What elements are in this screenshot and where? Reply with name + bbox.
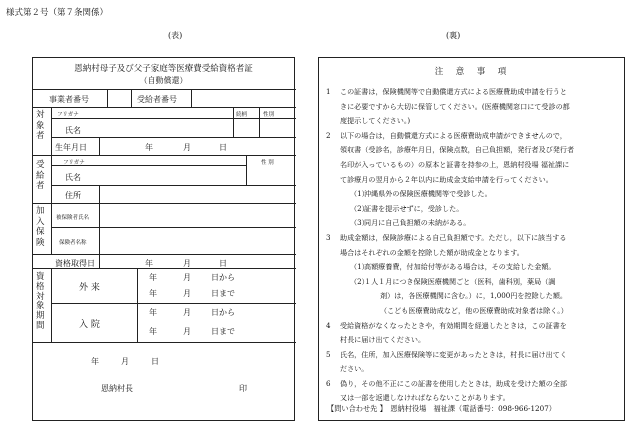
note-item-4: 4 受給資格がなくなったときや，有効期間を経過したときは，この証書を 村長に届け出てください。 [326,320,567,345]
note-number: 3 [326,232,331,242]
eligibility-period-vertical: 資 格 対 象 期 間 [36,272,45,331]
gender2-label: 性 別 [261,160,274,166]
issue-day: 日 [151,357,159,366]
in-to-day: 日まで [211,327,235,336]
rule [51,227,296,228]
form-number: 様式第２号（第７条関係） [6,8,109,18]
in-from-month: 月 [183,308,191,317]
note-number: 1 [326,87,331,96]
seal-mark: 印 [239,384,247,393]
relationship-label: 続柄 [236,112,248,118]
gender-label: 性別 [263,112,275,118]
rule [51,303,296,304]
note-subitem-continued: （こども医療費助成など，他の医療費助成対象者は除く。） [380,305,568,315]
rule [51,203,52,254]
insured-name-label: 被保険者氏名 [56,215,90,221]
rule [51,155,52,203]
rule [99,203,100,254]
in-to-year: 年 [149,327,157,336]
notes-body [326,85,622,406]
outpatient-label: 外 来 [79,283,100,293]
recipient-number-label: 受給者番号 [137,95,177,104]
furigana2-label: フリガナ [63,160,85,166]
note-number: 5 [326,349,331,359]
out-to-day: 日まで [211,289,235,298]
notes-panel [318,57,625,421]
rule [33,107,296,108]
out-to-year: 年 [149,289,157,298]
rule [51,185,296,186]
target-person-vertical: 対 象 者 [36,110,45,142]
note-item-5: 5 氏名，住所，加入医療保険等に変更があったときは，村長に届け出てく ださい。 [326,349,567,374]
rule [191,89,192,107]
rule [107,89,108,107]
note-number: 6 [326,378,331,388]
recipient-vertical: 受 給 者 [36,160,45,192]
certificate-subtitle: （自動償還） [139,76,188,85]
note-subitem: （1） 沖縄県外の保険医療機関等で受診した。 [350,189,492,199]
out-to-month: 月 [183,289,191,298]
rule [51,165,246,166]
insurer-name-label: 保険者名称 [59,240,87,246]
address-label: 住所 [65,191,81,200]
contact-info: 【問い合わせ先 】 恩納村役場 福祉課（電話番号：098-966-1207） [327,404,556,413]
note-subitem: （1） 高額療養費，付加給付等がある場合は，その支給した金額。 [350,262,556,272]
in-from-day: 日から [211,308,235,317]
insurance-vertical: 加 入 保 険 [36,206,45,248]
rule [33,155,296,156]
name-label: 氏名 [65,126,81,135]
rule [51,107,52,155]
rule [51,137,296,138]
furigana-label: フリガナ [57,112,79,118]
rule [33,342,296,343]
rule [51,268,52,342]
out-from-month: 月 [183,273,191,282]
acq-day: 日 [219,259,227,268]
rule [259,107,260,137]
rule [33,203,296,204]
birth-year: 年 [145,143,153,152]
front-side-label: (表) [168,31,183,40]
birth-month: 月 [183,143,191,152]
out-from-year: 年 [149,273,157,282]
acquisition-date-label: 資格取得日 [55,259,95,268]
acq-month: 月 [183,259,191,268]
rule [246,155,247,185]
birthdate-label: 生年月日 [55,143,87,152]
note-subitem: （2） １人１月につき保険医療機関ごと（医科，歯科別，薬局（調 [350,276,556,286]
issue-year: 年 [91,357,99,366]
note-item-6: 6 偽り，その他不正にこの証書を使用したときは，助成を受けた額の全部 又は一部を返還しなければならないことがあります。 [326,378,567,403]
name2-label: 氏名 [65,173,81,182]
rule [99,185,100,203]
issuer-name: 恩納村長 [101,384,133,393]
back-side-label: (裏) [446,31,461,40]
in-to-month: 月 [183,327,191,336]
rule [131,89,132,107]
rule [99,137,100,155]
certificate-card [32,57,295,421]
note-number: 4 [326,320,331,330]
business-number-label: 事業者番号 [49,95,89,104]
rule [33,268,296,269]
note-subitem-continued: 剤）は，各医療機関に含む。）に，1,000円を控除した額。 [380,291,568,301]
rule [137,268,138,342]
in-from-year: 年 [149,308,157,317]
out-from-day: 日から [211,273,235,282]
issue-month: 月 [121,357,129,366]
inpatient-label: 入 院 [79,320,100,330]
note-subitem: （3） 同月に自己負担額の未納がある。 [350,218,471,228]
birth-day: 日 [219,143,227,152]
certificate-title: 恩納村母子及び父子家庭等医療費受給資格者証 [74,64,253,74]
rule [33,89,296,90]
rule [33,254,296,255]
rule [233,107,234,137]
note-item-1: 1 この証書は，保険機関等で自動償還方式による医療費助成申請を行うと きに必要ですから大切に保管してください。(医療機関窓口にて受診の都 度提示してください。) [326,87,570,126]
acq-year: 年 [145,259,153,268]
notes-title: 注 意 事 項 [434,67,509,77]
note-item-3: 3 助成金額は，保険診療による自己負担額です。ただし，以下に該当する 場合はそれぞれの金額を控除した額が助成金となります。 [326,232,567,257]
note-number: 2 [326,130,331,140]
note-item-2: 2 以下の場合は，自動償還方式による医療費助成申請ができませんので， 領収書（受診名，診療年月日，保険点数，自己負担額，発行者及び発行者 名印が入っているもの）の原本と証書を持参の上，恩納村役場 福祉課に て診療月の翌月から２年以内に助成金支給申請を行ってください。 [326,130,575,184]
note-subitem: （2） 証書を提示せずに，受診した。 [350,203,464,213]
rule [99,254,100,268]
